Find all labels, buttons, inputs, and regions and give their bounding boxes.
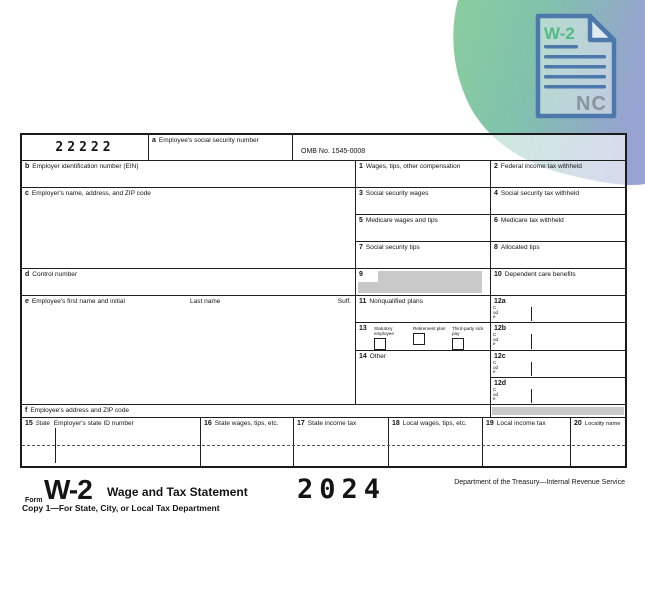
strip-shade xyxy=(492,407,624,415)
box-b-ein xyxy=(22,160,355,187)
box-letter: e xyxy=(25,298,29,305)
box-11-nonqualified-plans xyxy=(355,295,490,322)
code-divider-line xyxy=(531,334,532,349)
box-12b xyxy=(490,322,625,350)
suffix-label: Suff. xyxy=(337,298,351,305)
third-party-sick-pay-checkbox[interactable] xyxy=(452,338,464,350)
box-14-other xyxy=(355,350,490,404)
box-label: Locality name xyxy=(584,421,621,427)
box-number: 20 xyxy=(574,420,582,427)
box-number: 9 xyxy=(359,271,363,278)
control-code: 22222 xyxy=(55,140,115,155)
box-6-medicare-tax xyxy=(490,214,625,241)
box-label: Employee's first name and initial xyxy=(31,298,125,305)
box-letter: a xyxy=(152,137,156,144)
box-19-local-income-tax xyxy=(482,417,570,466)
box-number: 8 xyxy=(494,244,498,251)
box-12a xyxy=(490,295,625,322)
retirement-plan-label: Retirement plan xyxy=(413,326,446,331)
box-10-dependent-care xyxy=(490,268,625,295)
badge-w2-label: W-2 xyxy=(544,24,575,43)
box-e-employee-name xyxy=(22,295,355,404)
box-c-employer xyxy=(22,187,355,268)
box-label: Allocated tips xyxy=(500,244,540,251)
code-divider-line xyxy=(531,389,532,403)
state-row-dotted-line xyxy=(22,445,625,446)
box-number: 15 xyxy=(25,420,33,427)
box-number: 12a xyxy=(494,298,506,305)
box-number: 14 xyxy=(359,353,367,360)
box-number: 12c xyxy=(494,353,506,360)
shaded-strip xyxy=(490,404,625,417)
box-letter: f xyxy=(25,407,28,414)
box-number: 1 xyxy=(359,163,363,170)
box-5-medicare-wages xyxy=(355,214,490,241)
form-number: W-2 xyxy=(44,474,92,505)
box-12d xyxy=(490,377,625,404)
box-number: 10 xyxy=(494,271,502,278)
box-9-shaded xyxy=(355,268,490,295)
box-1-wages xyxy=(355,160,490,187)
tax-year: 2024 xyxy=(297,474,387,505)
code-divider-line xyxy=(531,307,532,321)
box-label: Local income tax xyxy=(496,420,546,427)
badge-state-label: NC xyxy=(576,93,607,115)
box-label: Wages, tips, other compensation xyxy=(365,163,461,170)
box-18-local-wages xyxy=(388,417,482,466)
box-letter: b xyxy=(25,163,30,170)
box-label: Medicare tax withheld xyxy=(500,217,564,224)
box-12c xyxy=(490,350,625,377)
omb-cell xyxy=(292,135,625,160)
box-label: Social security wages xyxy=(365,190,429,197)
box-label: Control number xyxy=(32,271,78,278)
statutory-employee-checkbox[interactable] xyxy=(374,338,386,350)
box-d-control-number xyxy=(22,268,355,295)
last-name-label: Last name xyxy=(190,298,221,305)
omb-number: OMB No. 1545-0008 xyxy=(301,148,366,155)
box-number: 2 xyxy=(494,163,498,170)
control-code-box xyxy=(22,135,148,160)
box-4-ss-tax xyxy=(490,187,625,214)
box-13-checkboxes xyxy=(355,322,490,350)
box-9-shade xyxy=(358,282,378,293)
box-number: 16 xyxy=(204,420,212,427)
box-label: Medicare wages and tips xyxy=(365,217,438,224)
box-number: 11 xyxy=(359,298,367,305)
department-line: Department of the Treasury—Internal Revenue Service xyxy=(454,479,625,486)
document-line-icon xyxy=(544,55,606,59)
box-label: Employee's social security number xyxy=(158,137,259,144)
w2-form xyxy=(20,133,627,468)
box-label: Social security tax withheld xyxy=(500,190,579,197)
box-17-state-income-tax xyxy=(293,417,388,466)
document-line-icon xyxy=(544,45,578,49)
box-16-state-wages xyxy=(200,417,293,466)
box-label: Federal income tax withheld xyxy=(500,163,582,170)
code-column-label: Code xyxy=(493,360,499,375)
box-number: 6 xyxy=(494,217,498,224)
form-title: Wage and Tax Statement xyxy=(107,485,248,499)
w2-document-icon xyxy=(528,8,624,126)
box-7-ss-tips xyxy=(355,241,490,268)
box-label: State income tax xyxy=(307,420,357,427)
box-number: 5 xyxy=(359,217,363,224)
box-letter: c xyxy=(25,190,29,197)
code-divider-line xyxy=(531,362,532,376)
box-2-federal-tax xyxy=(490,160,625,187)
folded-corner-icon xyxy=(590,16,614,40)
retirement-plan-checkbox[interactable] xyxy=(413,333,425,345)
document-line-icon xyxy=(544,75,606,79)
box-9-shade xyxy=(378,271,482,293)
box-number: 18 xyxy=(392,420,400,427)
box-number: 12b xyxy=(494,325,507,332)
third-party-sick-pay-label: Third-party sick pay xyxy=(452,326,484,336)
copy-line: Copy 1—For State, City, or Local Tax Department xyxy=(22,503,220,513)
box-number: 7 xyxy=(359,244,363,251)
box-number: 3 xyxy=(359,190,363,197)
box-label: Nonqualified plans xyxy=(369,298,423,305)
document-line-icon xyxy=(544,85,606,89)
box-3-ss-wages xyxy=(355,187,490,214)
box-number: 13 xyxy=(359,325,367,332)
box-letter: d xyxy=(25,271,30,278)
document-line-icon xyxy=(544,65,606,69)
box-8-allocated-tips xyxy=(490,241,625,268)
form-word: Form xyxy=(25,497,43,504)
box-label: Other xyxy=(369,353,387,360)
code-column-label: Code xyxy=(493,332,499,347)
code-column-label: Code xyxy=(493,387,499,402)
box-label: Employer's state ID number xyxy=(53,420,134,427)
box-label: State wages, tips, etc. xyxy=(214,420,279,427)
box-number: 12d xyxy=(494,380,507,387)
box-number: 17 xyxy=(297,420,305,427)
state-word: State xyxy=(35,421,50,427)
box-f-employee-address xyxy=(22,404,490,417)
box-number: 19 xyxy=(486,420,494,427)
box-label: Local wages, tips, etc. xyxy=(402,420,467,427)
box-number: 4 xyxy=(494,190,498,197)
box-15-state-id xyxy=(22,417,200,466)
box-20-locality-name xyxy=(570,417,625,466)
box-label: Social security tips xyxy=(365,244,420,251)
box-label: Employee's address and ZIP code xyxy=(30,407,130,414)
box-label: Employer identification number (EIN) xyxy=(32,163,139,170)
box-label: Dependent care benefits xyxy=(504,271,576,278)
box-label: Employer's name, address, and ZIP code xyxy=(31,190,151,197)
code-column-label: Code xyxy=(493,305,499,320)
statutory-employee-label: Statutory employee xyxy=(374,326,394,336)
box-a-ssn xyxy=(148,135,292,160)
